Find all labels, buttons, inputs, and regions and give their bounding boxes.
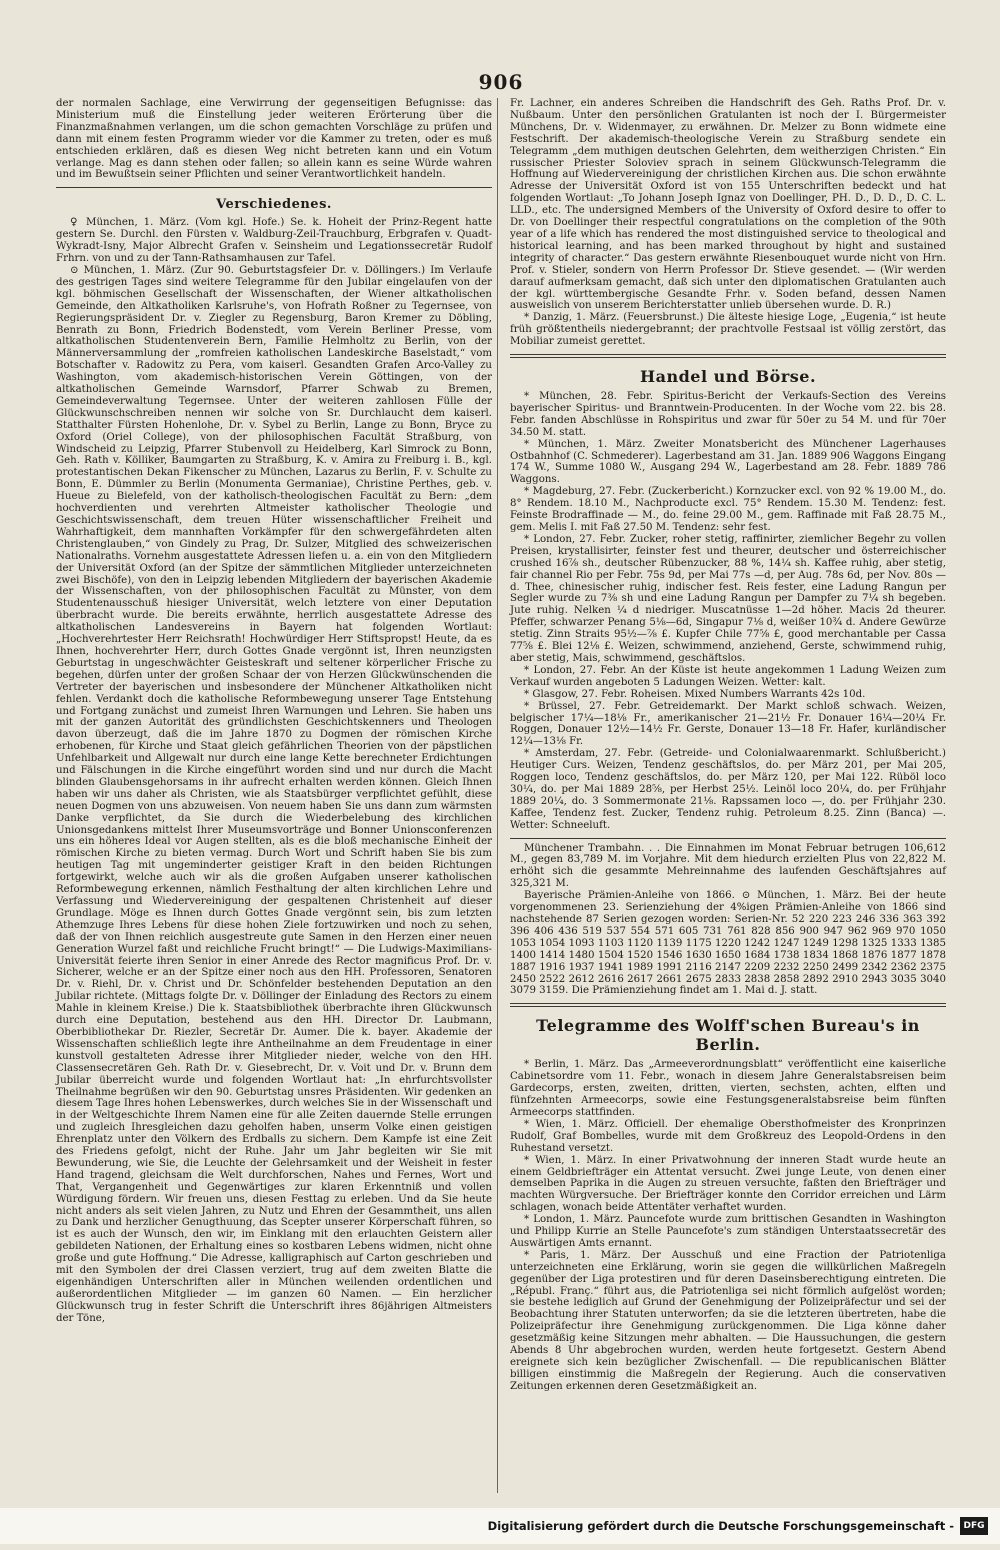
page-number: 906 bbox=[478, 70, 524, 94]
article-amsterdam: * Amsterdam, 27. Febr. (Getreide- und Colonialwaarenmarkt. Schlußbericht.) Heutiger Curs. Weizen, Tendenz geschäftslos, do. per März 201, per Mai 205, Roggen loco, Tendenz geschäftslos, do. per März 120, per Mai 122. Rüböl loco 30¼, do. per Mai 1889 28⅝, per Herbst 25½. Leinöl loco 20¼, do. per Frühjahr 1889 20¼, do. 3 Sommermonate 21⅛. Rapssamen loco —, do. per Frühjahr 230. Kaffee, Tendenz fest. Zucker, Tendenz ruhig. Petroleum 8.25. Zinn (Banca) —. Wetter: Schneeluft. bbox=[510, 748, 946, 831]
section-heading-telegramme: Telegramme des Wolff'schen Bureau's in Berlin. bbox=[536, 1016, 920, 1055]
article-bruessel: * Brüssel, 27. Febr. Getreidemarkt. Der Markt schloß schwach. Weizen, belgischer 17¼—18⅛ Fr., amerikanischer 21—21½ Fr. Donauer 16¼—20¼ Fr. Roggen, Donauer 12½—14½ Fr. Gerste, Donauer 13—18 Fr. Hafer, kurländischer 12¼—13⅛ Fr. bbox=[510, 700, 946, 748]
divider-rule bbox=[510, 1003, 946, 1007]
article-wien-attentat: * Wien, 1. März. In einer Privatwohnung der inneren Stadt wurde heute an einem Geldbriefträger ein Attentat versucht. Zwei junge Leute, von denen einer demselben Paprika in die Augen zu streuen versuchte, faßten den Briefträger und machten Würgversuche. Der Briefträger konnte den Corridor erreichen und Lärm schlagen, wonach beide Attentäter verhaftet wurden. bbox=[510, 1154, 946, 1214]
article-lagerhaus: * München, 1. März. Zweiter Monatsbericht des Münchener Lagerhauses Ostbahnhof (C. Schmederer). Lagerbestand am 31. Jan. 1889 906 Waggons Eingang 174 W., Summe 1080 W., Ausgang 294 W., Lagerbestand am 28. Febr. 1889 786 Waggons. bbox=[510, 438, 946, 486]
article-london-wheat: * London, 27. Febr. An der Küste ist heute angekommen 1 Ladung Weizen zum Verkauf wurden angeboten 5 Ladungen Weizen. Wetter: kalt. bbox=[510, 664, 946, 688]
divider-rule bbox=[510, 354, 946, 358]
article-continuation: Fr. Lachner, ein anderes Schreiben die Handschrift des Geh. Raths Prof. Dr. v. Nußbaum. Unter den persönlichen Gratulanten ist noch der I. Bürgermeister Münchens, Dr. v. Widenmayer, zu erwähnen. Dr. Melzer zu Bonn widmete eine Festschrift. Der akademisch-theologische Verein zu Straßburg sendete ein Telegramm „dem muthigen deutschen Gelehrten, dem weitherzigen Christen.“ Ein russischer Priester Soloviev sprach in seinem Glückwunsch-Telegramm die Hoffnung auf Wiedervereinigung der christlichen Kirchen aus. Die schon erwähnte Adresse der Universität Oxford ist von 155 Unterschriften bedeckt und hat folgenden Wortlaut: „To Johann Joseph Ignaz von Doellinger, PH. D., D. D., D. C. L. LLD., etc. The undersigned Members of the University of Oxford desire to offer to Dr. von Doellinger their respectful congratulations on the completion of the 90th year of a life which has rendered the most distinguished service to theological and historical learning, and has been marked throughout by hight and sustained integrity of character.“ Das gestern erwähnte Riesenbouquet wurde nicht von Hrn. Prof. v. Stieler, sondern von Herrn Professor Dr. Stieve gesendet. — (Wir werden darauf aufmerksam gemacht, daß sich unter den diplomatischen Gratulanten auch der kgl. württembergische Gesandte Frhr. v. Soden befand, dessen Namen ausweislich von unserem Berichterstatter unlieb übersehen wurde. D. R.) bbox=[510, 98, 946, 312]
article-london-pauncefote: * London, 1. März. Pauncefote wurde zum brittischen Gesandten in Washington und Philipp Kurrie an Stelle Pauncefote's zum ständigen Unterstaatssecretär des Auswärtigen Amts ernannt. bbox=[510, 1214, 946, 1249]
intro-paragraph: der normalen Sachlage, eine Verwirrung der gegenseitigen Befugnisse: das Ministerium muß die Einstellung jeder weiteren Erörterung über die Finanzmaßnahmen verlangen, um die schon gemachten Vorschläge zu prüfen und dann mit einem festen Programm wieder vor die Kammer zu treten, oder es muß entschieden erklären, daß es diesen Weg nicht betreten kann und ein Votum verlange. Mag es dann stehen oder fallen; so allein kann es seine Würde wahren und im Bewußtsein seiner Pflichten und seiner Verantwortlichkeit handeln. bbox=[56, 98, 492, 181]
article-doellinger: ⊙ München, 1. März. (Zur 90. Geburtstagsfeier Dr. v. Döllingers.) Im Verlaufe des gestrigen Tages sind weitere Telegramme für den Jubilar eingelaufen von der kgl. böhmischen Gesellschaft der Wissenschaften, der Wiener altkatholischen Gemeinde, den Altkatholiken Karlsruhe's, von Hofrath Roßner zu Tegernsee, von Regierungspräsident Dr. v. Ziegler zu Regensburg, Baron Kremer zu Döbling, Benrath zu Bonn, Friedrich Bodenstedt, vom Verein Berliner Presse, vom altkatholischen Studentenverein Bern, Familie Helmholtz zu Berlin, von der Männerversammlung der „romfreien katholischen Landeskirche Baselstadt,“ vom Botschafter v. Radowitz zu Pera, vom kaiserl. Gesandten Grafen Arco-Valley zu Washington, vom akademisch-historischen Verein Göttingen, von der altkatholischen Gemeinde Warnsdorf, Pfarrer Schwab zu Bremen, Gemeindeverwaltung Tegernsee. Unter der weiteren zahllosen Fülle der Glückwunschschreiben nennen wir solche von Sr. Durchlaucht dem kaiserl. Statthalter Fürsten Hohenlohe, Dr. v. Sybel zu Berlin, Lange zu Bonn, Bryce zu Oxford (Oriel College), von der philosophischen Facultät Straßburg, von Windscheid zu Leipzig, Pfarrer Stubenvoll zu Heidelberg, Karl Simrock zu Bonn, Geh. Rath v. Kölliker, Baumgarten zu Straßburg, K. v. Amira zu Freiburg i. B., kgl. protestantischen Dekan Fikenscher zu München, Lazarus zu Berlin, F. v. Schulte zu Bonn, E. Dümmler zu Berlin (Monumenta Germaniae), Christine Perthes, geb. v. Hueue zu Bielefeld, von der katholisch-theologischen Facultät zu Bern: „dem hochverdienten und verehrten Altmeister katholischer Theologie und Geschichtswissenschaft, dem treuen Hüter wissenschaftlicher Freiheit und Wahrhaftigkeit, dem mannhaften Vorkämpfer für den schwergefährdeten alten Christenglauben,“ von Gindely zu Prag, Dr. Sulzer, Mitglied des schweizerischen Nationalraths. Vornehm ausgestattete Adressen liefen u. a. ein von den Mitgliedern der Universität Oxford (an der Spitze der sämmtlichen Mitglieder unterzeichneten zwei Bischöfe), von den in Leipzig lebenden Mitgliedern der bayerischen Akademie der Wissenschaften, von der philosophischen Facultät zu Münster, von dem Studentenausschuß hiesiger Universität, welch letztere von einer Deputation überbracht wurde. Die bereits erwähnte, herrlich ausgestattete Adresse des altkatholischen Landesvereins in Bayern hat folgenden Wortlaut: „Hochverehrtester Herr Reichsrath! Hochwürdiger Herr Stiftspropst! Heute, da es Ihnen, hochverehrter Herr, durch Gottes Gnade vergönnt ist, Ihren neunzigsten Geburtstag in ungeschwächter Geisteskraft und seltener körperlicher Frische zu begehen, dürfen unter der großen Schaar der von Herzen Glückwünschenden die Vertreter der bayerischen und insbesondere der Münchener Altkatholiken nicht fehlen. Verdankt doch die katholische Reformbewegung unserer Tage Entstehung und Fortgang zunächst und zumeist Ihren Warnungen und Lehren. Sie haben uns mit der ganzen Autorität des gründlichsten Geschichtskenners und Theologen davon überzeugt, daß die im Jahre 1870 zu Dogmen der römischen Kirche erhobenen, für Kirche und Staat gleich gefährlichen Theorien von der päpstlichen Unfehlbarkeit und Allgewalt nur durch eine lange Kette berechneter Erdichtungen und Fälschungen in die Kirche eingeführt worden sind und nur durch die Macht blinden Glaubensgehorsams in ihr aufrecht erhalten werden können. Gleich Ihnen haben wir uns daher als Christen, wie als Staatsbürger verpflichtet gefühlt, diese neuen Dogmen von uns abzuweisen. Von neuem haben Sie uns dann zum wärmsten Danke verpflichtet, da Sie durch die Wiederbelebung des kirchlichen Unionsgedankens mittelst Ihrer Museumsvorträge und Bonner Unionsconferenzen uns ein höheres Ideal vor Augen stellten, als es die bloß mechanische Einheit der römischen Kirche zu bieten vermag. Durch Wort und Schrift haben Sie bis zum heutigen Tag mit ungeminderter geistiger Kraft in den beiden Richtungen fortgewirkt, welche auch wir als die großen Aufgaben unserer katholischen Reformbewegung erkennen, nämlich Festhaltung der alten kirchlichen Lehre und Verfassung und Wiedervereinigung der gespaltenen Christenheit auf dieser Grundlage. Möge es Ihnen durch Gottes Gnade vergönnt sein, bis zum letzten Athemzuge Ihres Lebens für diese hohen Ziele fortzuwirken und noch zu sehen, daß der von Ihnen reichlich ausgestreute gute Samen in den Herzen einer neuen Generation Wurzel faßt und reichliche Frucht bringt!“ — Die Ludwigs-Maximilians-Universität feierte ihren Senior in einer Anrede des Rector magnificus Prof. Dr. v. Sicherer, welche er an der Spitze einer noch aus den HH. Professoren, Senatoren Dr. v. Riehl, Dr. v. Christ und Dr. Schönfelder bestehenden Deputation an den Jubilar richtete. (Mittags folgte Dr. v. Döllinger der Einladung des Rectors zu einem Mahle in kleinem Kreise.) Die k. Staatsbibliothek überbrachte ihren Glückwunsch durch eine Deputation, bestehend aus den HH. Director Dr. Laubmann, Oberbibliothekar Dr. Riezler, Secretär Dr. Aumer. Die k. bayer. Akademie der Wissenschaften schließlich legte ihre Antheilnahme an dem Freudentage in einer kunstvoll gestalteten Adresse ihrer Mitglieder nieder, welche von den HH. Classensecretären Geh. Rath Dr. v. Giesebrecht, Dr. v. Voit und Dr. v. Brunn dem Jubilar überreicht wurde und folgenden Wortlaut hat: „In ehrfurchtsvollster Theilnahme begrüßen wir den 90. Geburtstag unsres Präsidenten. Wir gedenken an diesem Tage Ihres hohen Lebenswerkes, durch welches Sie in der Wissenschaft und in der Weltgeschichte Ihrem Namen eine für alle Zeiten dauernde Stelle errungen und zugleich Ihresgleichen dazu geholfen haben, unserm Volke einen geistigen Ehrenplatz unter den Völkern des Erdballs zu sichern. Dem Kampfe ist eine Zeit des Friedens gefolgt, nicht der Ruhe. Jahr um Jahr begleiten wir Sie mit Bewunderung, wie Sie, die Leuchte der Gelehrsamkeit und der Weisheit in fester Hand tragend, gleichsam die Welt durchforschen, Nahes und Fernes, Wort und That, Vergangenheit und Gegenwärtiges zur klaren Erkenntniß und vollen Würdigung fördern. Wir freuen uns, diesen Festtag zu erleben. Und da Sie heute nicht anders als seit vielen Jahren, zu Nutz und Ehren der Gesammtheit, uns allen zu Dank und herzlicher Genugthuung, das Scepter unserer Körperschaft führen, so ist es auch der Wunsch, den wir, im Einklang mit den erlauchten Geistern aller gebildeten Nationen, der Erhaltung eines so kostbaren Lebens widmen, nicht ohne große und gute Hoffnung.“ Die Adresse, kalligraphisch auf Carton geschrieben und mit den Symbolen der drei Classen verziert, trug auf dem zweiten Blatte die eigenhändigen Unterschriften aller in München weilenden ordentlichen und außerordentlichen Mitglieder — im ganzen 60 Namen. — Ein herzlicher Glückwunsch trug in fester Schrift die Unterschrift ihres 86jährigen Altmeisters der Töne, bbox=[56, 264, 492, 1324]
article-paris: * Paris, 1. März. Der Ausschuß und eine Fraction der Patriotenliga unterzeichneten eine Erklärung, worin sie gegen die willkürlichen Maßregeln gegenüber der Liga protestiren und für deren Daseinsberechtigung eintreten. Die „Républ. Franç.“ führt aus, die Patriotenliga sei nicht förmlich aufgelöst worden; sie bestehe lediglich auf Grund der Genehmigung der Polizeipräfectur und sei der Beobachtung ihrer Statuten unterworfen; da sie die letzteren übertreten, habe die Polizeipräfectur ihre Genehmigung zurückgenommen. Die Liga könne daher gesetzmäßig keine Sitzungen mehr abhalten. — Die Haussuchungen, die gestern Abends 8 Uhr abgebrochen wurden, werden heute fortgesetzt. Gestern Abend ereignete sich kein bezüglicher Zwischenfall. — Die republicanischen Blätter billigen einstimmig die Maßregeln der Regierung. Auch die conservativen Zeitungen erkennen deren Gesetzmäßigkeit an. bbox=[510, 1249, 946, 1392]
section-heading-handel: Handel und Börse. bbox=[639, 367, 817, 387]
article-berlin: * Berlin, 1. März. Das „Armeeverordnungsblatt“ veröffentlicht eine kaiserliche Cabinetsordre vom 11. Febr., wonach in diesem Jahre Generalstabsreisen beim Gardecorps, ersten, zweiten, dritten, vierten, sechsten, achten, elften und fünfzehnten Armeecorps, sowie eine Festungsgeneralstabsreise beim fünften Armeecorps stattfinden. bbox=[510, 1059, 946, 1118]
left-column bbox=[56, 98, 492, 1325]
article-spiritus: * München, 28. Febr. Spiritus-Bericht der Verkaufs-Section des Vereins bayerischer Spiritus- und Branntwein-Producenten. In der Woche vom 22. bis 28. Febr. fanden Abschlüsse in Rohspiritus und zwar für 50er zu 54 M. und für 70er 34.50 M. statt. bbox=[510, 391, 946, 438]
divider-rule bbox=[510, 838, 946, 839]
digitization-footer bbox=[0, 1508, 1000, 1544]
article-wien-bombelles: * Wien, 1. März. Officiell. Der ehemalige Obersthofmeister des Kronprinzen Rudolf, Graf Bombelles, wurde mit dem Großkreuz des Leopold-Ordens in den Ruhestand versetzt. bbox=[510, 1118, 946, 1154]
article-glasgow: * Glasgow, 27. Febr. Roheisen. Mixed Numbers Warrants 42s 10d. bbox=[524, 688, 866, 700]
footer-credit: Digitalisierung gefördert durch die Deutsche Forschungsgemeinschaft - bbox=[487, 1519, 954, 1533]
article-hof: ♀ München, 1. März. (Vom kgl. Hofe.) Se. k. Hoheit der Prinz-Regent hatte gestern Se. Durchl. den Fürsten v. Waldburg-Zeil-Trauchburg, Erbgrafen v. Quadt-Wykradt-Isny, Major Albrecht Grafen v. Seinsheim und Legationssecretär Rudolf Frhrn. von und zu der Tann-Rathsamhausen zur Tafel. bbox=[56, 217, 492, 265]
newspaper-page bbox=[48, 72, 954, 1512]
article-magdeburg: * Magdeburg, 27. Febr. (Zuckerbericht.) Kornzucker excl. von 92 % 19.00 M., do. 8° Rendem. 18.10 M., Nachproducte excl. 75° Rendem. 15.30 M. Tendenz: fest. Feinste Brodraffinade — M., do. feine 29.00 M., gem. Raffinade mit Faß 28.75 M., gem. Melis I. mit Faß 27.50 M. Tendenz: sehr fest. bbox=[510, 486, 946, 533]
dfg-logo-icon: DFG bbox=[960, 1517, 988, 1535]
article-trambahn: Münchener Trambahn. . . Die Einnahmen im Monat Februar betrugen 106,612 M., gegen 83,789 M. im Vorjahre. Mit dem hiedurch erzielten Plus von 22,822 M. erhöht sich die gesammte Mehreinnahme des laufenden Geschäftsjahres auf 325,321 M. bbox=[510, 842, 946, 890]
article-danzig: * Danzig, 1. März. (Feuersbrunst.) Die älteste hiesige Loge, „Eugenia,“ ist heute früh größtentheils niedergebrannt; der prachtvolle Festsaal ist völlig zerstört, das Mobiliar zumeist gerettet. bbox=[510, 312, 946, 348]
divider-rule bbox=[56, 187, 492, 188]
column-divider bbox=[497, 98, 498, 1493]
article-london-sugar: * London, 27. Febr. Zucker, roher stetig, raffinirter, ziemlicher Begehr zu vollen Preisen, krystallisirter, feinster fest und theurer, deutscher und österreichischer crushed 16⅞ sh., deutscher Rübenzucker, 88 %, 14¼ sh. Kaffee ruhig, aber stetig, fair channel Rio per Febr. 75s 9d, per Mai 77s —d, per Aug. 78s 6d, per Nov. 80s —d. Thee, chinesischer ruhig, indischer fest. Reis fester, eine Ladung Rangun per Segler wurde zu 7⅜ sh und eine Ladung Rangun per Dampfer zu 7¼ sh begeben. Jute ruhig. Nelken ¼ d niedriger. Muscatnüsse 1—2d höher. Macis 2d theurer. Pfeffer, schwarzer Penang 5⅛—6d, Singapur 7⅛ d, weißer 10¾ d. Andere Gewürze stetig. Zinn Straits 95½—⅞ £. Kupfer Chile 77⅝ £, good merchantable per Cassa 77⅝ £. Blei 12⅛ £. Weizen, schwimmend, anziehend, Gerste, schwimmend ruhig, aber stetig, Mais, schwimmend, geschäftslos. bbox=[510, 533, 946, 664]
article-praemien-anleihe: Bayerische Prämien-Anleihe von 1866. ⊙ München, 1. März. Bei der heute vorgenommenen 23. Serienziehung der 4%igen Prämien-Anleihe von 1866 sind nachstehende 87 Serien gezogen worden: Serien-Nr. 52 220 223 246 336 363 392 396 406 436 519 537 554 571 605 731 761 828 856 900 947 962 969 970 1050 1053 1054 1093 1103 1120 1139 1175 1220 1242 1247 1249 1298 1325 1333 1385 1400 1414 1480 1504 1520 1546 1630 1650 1684 1738 1834 1868 1876 1877 1878 1887 1916 1937 1941 1989 1991 2116 2147 2209 2232 2250 2499 2342 2362 2375 2450 2522 2612 2616 2617 2661 2675 2833 2838 2858 2892 2910 2943 3035 3040 3079 3159. Die Prämienziehung findet am 1. Mai d. J. statt. bbox=[510, 890, 946, 997]
section-heading-verschiedenes: Verschiedenes. bbox=[216, 197, 332, 213]
right-column bbox=[510, 98, 946, 1393]
